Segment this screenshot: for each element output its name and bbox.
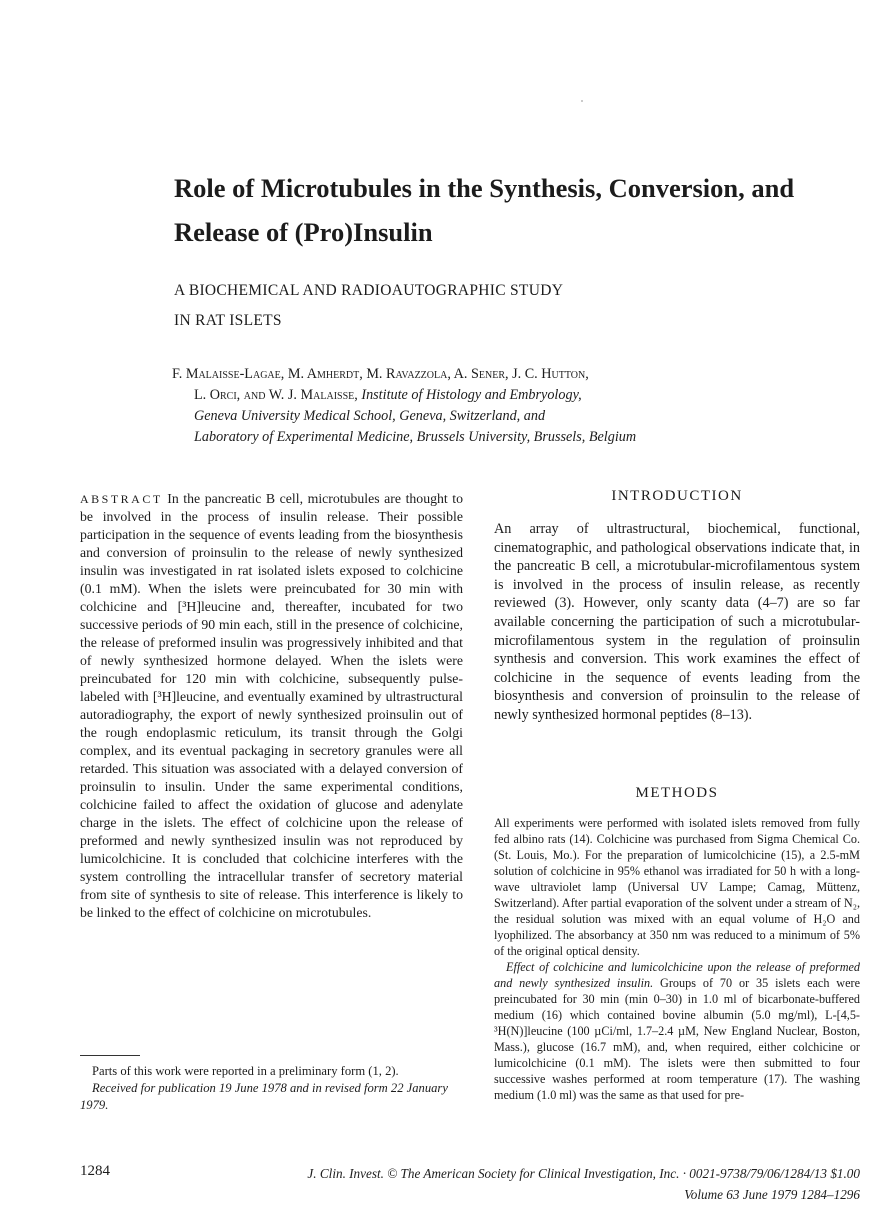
title-line-2: Release of (Pro)Insulin [174, 217, 433, 247]
affiliation-1: Institute of Histology and Embryology, [357, 387, 582, 403]
affiliation-3: Laboratory of Experimental Medicine, Brussels University, Brussels, Belgium [194, 429, 637, 445]
introduction-text: An array of ultrastructural, biochemical, functional, cinematographic, and pathological observations indicate that, in the pancreatic B cell, a microtubular-microfilamentous system is involved in the process of insulin release, as recently reviewed (3). However, only scanty data (4–7) are so far available concerning the participation of such a microtubular-microfilamentous system in the regulation of proinsulin synthesis and conversion. This work examines the effect of colchicine in the sequence of events leading from the biosynthesis and conversion of proinsulin to the release of newly synthesized hormonal peptides (8–13). [494, 521, 860, 723]
page-number: 1284 [80, 1163, 110, 1179]
affiliation-2: Geneva University Medical School, Geneva, Switzerland, and [194, 408, 546, 424]
methods-para-1: All experiments were performed with isolated islets removed from fully fed albino rats (14). Colchicine was purchased from Sigma Chemical Co. (St. Louis, Mo.). For the preparation of lumicolchicine (15), a 2.5-mM solution of colchicine in 95% ethanol was irradiated for 50 h with a long-wave ultraviolet lamp (Universal UV Lampe; Camag, Müttenz, Switzerland). After partial evaporation of the solvent under a stream of N₂, the residual solution was mixed with an equal volume of H₂O and lyophilized. The absorbancy at 350 nm was reduced to a minimum of 5% of the original optical density. [494, 816, 860, 958]
methods-para-2-text: Groups of 70 or 35 islets each were preincubated for 30 min (min 0–30) in 1.0 ml of bicarbonate-buffered medium (16) which contained bovine albumin (5.0 mg/ml), L-[4,5-³H(N)]leucine (100 µCi/ml, 1.7–2.4 µM, New England Nuclear, Boston, Mass.), glucose (16.7 mM), and, when required, either colchicine or lumicolchicine (0.1 mM). The islets were then submitted to four successive washes performed at room temperature (17). The washing medium (1.0 ml) was the same as that used for pre- [494, 976, 860, 1102]
article-subtitle [174, 276, 774, 336]
article-title [174, 166, 864, 254]
author-line-2 [172, 385, 812, 406]
introduction-heading: INTRODUCTION [611, 488, 743, 504]
footnote-divider [80, 1055, 140, 1056]
subtitle-line-2: IN RAT ISLETS [174, 312, 282, 329]
methods-para-2 [494, 959, 860, 1103]
subtitle-line-1: A BIOCHEMICAL AND RADIOAUTOGRAPHIC STUDY [174, 282, 564, 299]
footnote-prelim: Parts of this work were reported in a preliminary form (1, 2). [92, 1064, 399, 1078]
author-block [172, 364, 812, 448]
journal-citation: J. Clin. Invest. © The American Society for Clinical Investigation, Inc. · 0021-9738/79/06/1284/13 $1.00 [307, 1166, 860, 1181]
footnote-received: Received for publication 19 June 1978 and in revised form 22 January 1979. [80, 1081, 448, 1112]
author-line-3 [172, 406, 812, 427]
methods-subheading: Effect of colchicine and lumicolchicine upon the release of preformed and newly synthesized insulin. [494, 960, 860, 990]
methods-body [494, 815, 860, 1103]
footnotes [80, 1063, 463, 1114]
abstract-text: In the pancreatic B cell, microtubules are thought to be involved in the process of insulin release. Their possible participation in the sequence of events leading from the biosynthesis and conversion of proinsulin to the release of newly synthesized insulin was investigated in rat isolated islets exposed to colchicine (0.1 mM). When the islets were preincubated for 30 min with colchicine and [³H]leucine and, thereafter, incubated for two successive periods of 90 min each, still in the presence of colchicine, the release of preformed insulin was progressively inhibited and that of newly synthesized hormone delayed. When the islets were preincubated for 120 min with colchicine, subsequently pulse-labeled with [³H]leucine, and eventually examined by ultrastructural autoradiography, the export of newly synthesized proinsulin out of the rough endoplasmic reticulum, its transit through the Golgi complex, and its eventual packaging in secretory granules were all retarded. This situation was associated with a delayed conversion of proinsulin to insulin. Under the same experimental conditions, colchicine failed to affect the oxidation of glucose and adenylate charge in the islets. The effect of colchicine upon the release of preformed and newly synthesized insulin was not reproduced by lumicolchicine. It is concluded that colchicine interferes with the system controlling the intracellular transfer of secretory material from site of synthesis to site of release. This interference is likely to be linked to the effect of colchicine on microtubules. [80, 491, 464, 920]
author-names-2: L. Orci, and W. J. Malaisse, [194, 387, 358, 403]
title-line-1: Role of Microtubules in the Synthesis, Conversion, and [174, 173, 795, 203]
abstract [80, 490, 463, 922]
volume-info: Volume 63 June 1979 1284–1296 [684, 1187, 860, 1202]
methods-heading: METHODS [635, 785, 719, 801]
author-line-4 [172, 427, 812, 448]
scan-speck [581, 100, 583, 102]
author-line-1: F. Malaisse-Lagae, M. Amherdt, M. Ravazzola, A. Sener, J. C. Hutton, [172, 366, 589, 382]
abstract-label: ABSTRACT [80, 492, 163, 506]
